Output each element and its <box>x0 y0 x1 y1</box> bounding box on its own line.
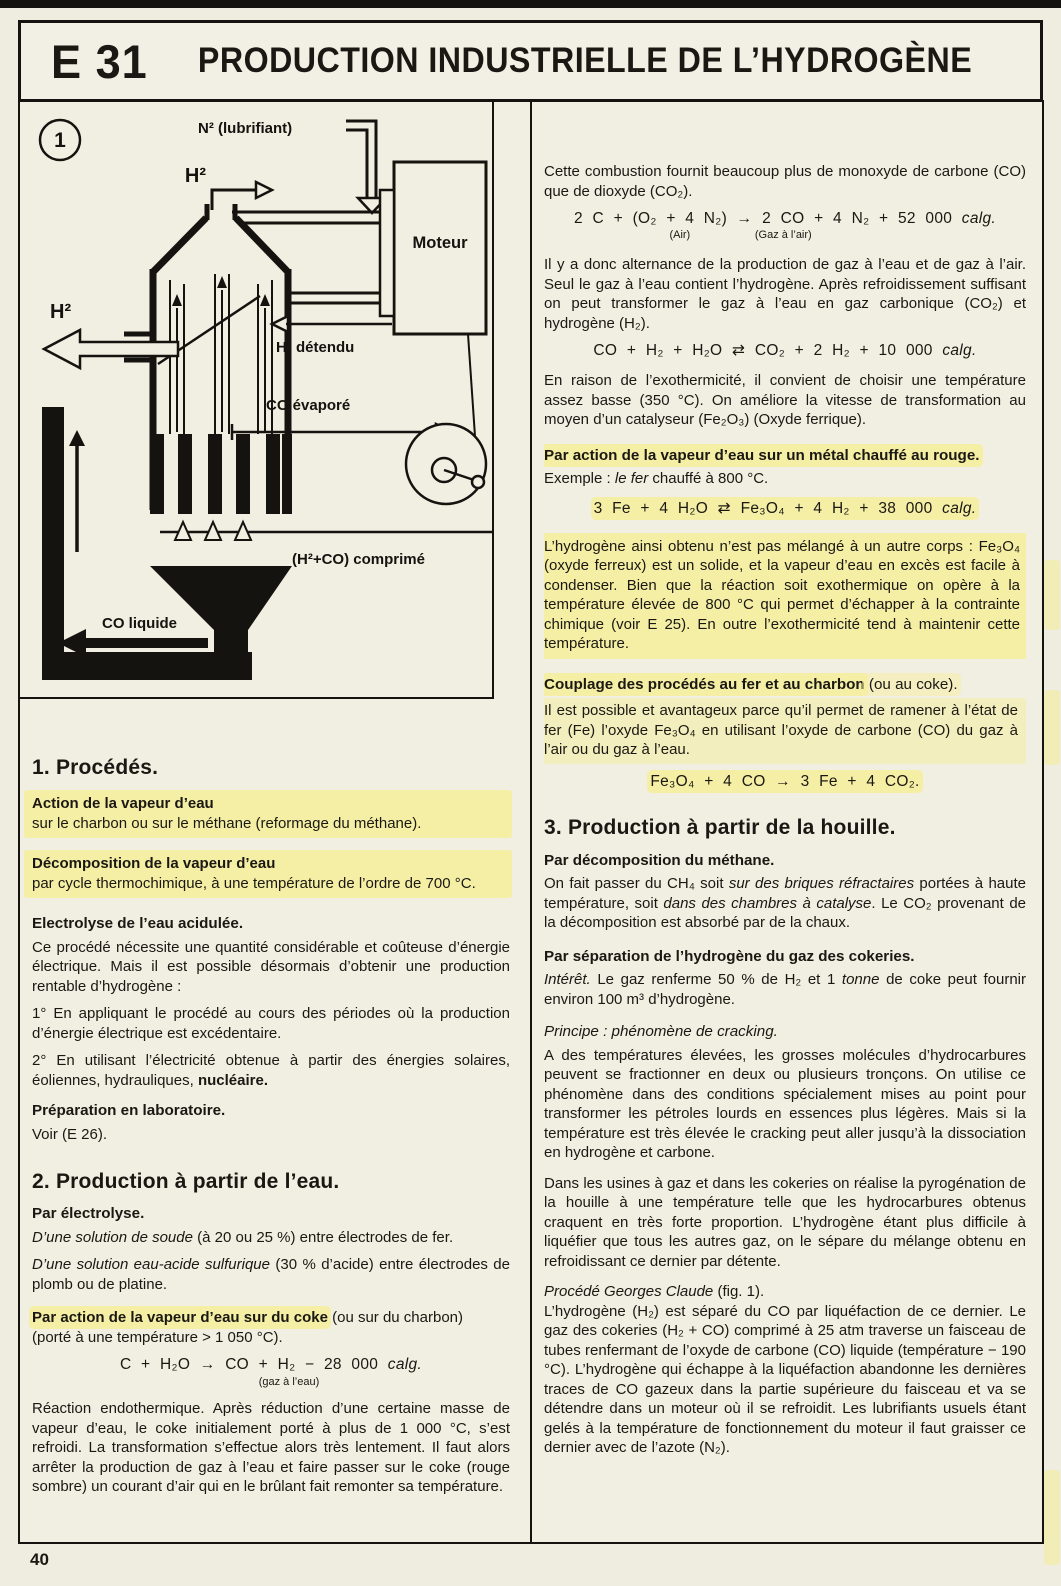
eq-air-arrow: → <box>727 210 763 227</box>
moteur-label: Moteur <box>412 234 468 252</box>
equation-gaz-eau-unit: calg. <box>387 1356 423 1373</box>
electrolyse-p2: 1° En appliquant le procédé au cours des périodes où la production d’énergie électrique est excédentaire. <box>32 1005 510 1042</box>
n2-pipe-outer <box>346 121 376 198</box>
section-2-title: 2. Production à partir de l’eau. <box>32 1170 340 1193</box>
electrolyse-p3 <box>32 1051 510 1090</box>
exemple-fer-rest: chauffé à 800 °C. <box>648 470 769 487</box>
up-arrowheads <box>175 522 251 540</box>
methane-t2: portées à haute température, soit <box>544 875 1026 912</box>
co-liquide-label: CO liquide <box>102 615 177 632</box>
margin-smudge-3 <box>1044 1470 1060 1565</box>
equation-fer-vapeur <box>544 499 1026 519</box>
eq-air-term <box>632 209 728 241</box>
couplage-head-bold: Couplage des procédés au fer et au charbon <box>544 675 865 693</box>
channel-left-wall <box>42 407 64 680</box>
electrolyse-p1: Ce procédé nécessite une quantité considérable et coûteuse d’énergie électrique. Mais il est possible désormais d’obtenir une production rentable d’hydrogène : <box>32 938 510 995</box>
equation-gaz-eau <box>32 1355 510 1389</box>
page-title-box <box>174 20 1043 102</box>
h2-detendu-arrow-icon <box>272 316 288 332</box>
exemple-fer <box>544 469 1026 489</box>
equation-fer-vapeur-body: 3 Fe + 4 H₂O ⇄ Fe₃O₄ + 4 H₂ + 38 000 <box>593 499 943 517</box>
procede-claude-p: L’hydrogène (H₂) est séparé du CO par liquéfaction de ce dernier. Le gaz des cokeries (H₂ + CO) comprimé à 25 atm traverse un faisceau de tubes renfermant de l’oxyde de carbone (CO) liquide (température − 190 °C). L’hydrogène qui échappe à la liquéfaction abandonne les dernières traces de CO gazeux dans la partie supérieure du faisceau et va se détendre dans un moteur où il se refroidit. Les lubrifiants usuels étant gelés à la température de fonctionnement du moteur il faut graisser ce dernier avec de l’azote (N₂). <box>544 1302 1026 1456</box>
methane-it1: sur des briques réfractaires <box>728 875 915 892</box>
h2-top-label: H² <box>184 165 206 187</box>
crank-pin <box>472 476 484 488</box>
h2-left-label: H² <box>50 301 72 323</box>
decomposition-methane-p <box>544 874 1026 933</box>
equation-conversion-body: CO + H₂ + H₂O ⇄ CO₂ + 2 H₂ + 10 000 <box>593 342 943 359</box>
h2-top-arrow-icon <box>256 182 272 198</box>
figure-diagram <box>20 102 492 697</box>
interet-it: Intérêt. <box>544 971 591 988</box>
h2-left-arrow-icon <box>44 330 178 368</box>
n2-lubrifiant-label: N² (lubrifiant) <box>198 120 293 137</box>
procede-vapeur-eau <box>24 790 512 838</box>
procede-decomposition-text: par cycle thermochimique, à une température de l’ordre de 700 °C. <box>32 874 476 892</box>
reaction-endothermique: Réaction endothermique. Après réduction d’une certaine masse de vapeur d’eau, le coke initialement porté à plus de 1 000 °C, s’est refroidi. La transformation s’effectue alors très lentement. Il faut alors arrêter la production de gaz à l’eau et faire passer sur le coke (rouge sombre) un courant d’air qui en le brûlant fait remonter sa température. <box>32 1400 510 1495</box>
electrolyse-acide-it: D’une solution eau-acide sulfurique <box>32 1256 270 1273</box>
lesson-code: E 31 <box>50 34 148 88</box>
electrolyse-p3-bold: nucléaire. <box>197 1071 268 1089</box>
exemple-fer-it: le fer <box>614 470 649 487</box>
cracking-p2: Dans les usines à gaz et dans les cokeries on réalise la pyrogénation de la houille à une température telle que les hydrocarbures obtenus craquent en très forte proportion. L’hydrogène étant plus difficile à liquéfier que tous les autres gaz, on le sépare du mélange obtenu en refroidissant ce dernier par détente. <box>544 1174 1026 1270</box>
methane-t3: . Le CO₂ provenant de la décomposition est absorbé par de la chaux. <box>544 894 1026 931</box>
cracking-p1: A des températures élevées, les grosses molécules d’hydrocarbures peuvent se fractionner en deux ou plusieurs tronçons. On utilise ce phénomène dans des conditions spécialement mises au point pour transformer les pétroles lourds en essences plus légères. Mais si la température est très élevée le cracking peut aller jusqu’à la dissociation en hydrogène et carbone. <box>544 1046 1026 1161</box>
equation-gaz-eau-note: (gaz à l’eau) <box>258 1376 320 1388</box>
equation-fer-vapeur-unit: calg. <box>942 499 977 517</box>
principe-cracking-head: Principe : phénomène de cracking. <box>544 1023 778 1040</box>
electrolyse-soude-it: D’une solution de soude <box>32 1228 193 1246</box>
co-evapore-label: CO évaporé <box>266 397 351 414</box>
equation-reduction <box>544 772 1026 792</box>
equation-conversion-unit: calg. <box>942 342 977 359</box>
electrolyse-p3-text: 2° En utilisant l’électricité obtenue à partir des énergies solaires, éoliennes, hydrauliques, <box>32 1052 510 1089</box>
vessel-shoulder-left <box>153 218 206 272</box>
equation-gaz-air <box>544 209 1026 241</box>
vessel-shoulder-right <box>236 218 288 272</box>
page-number: 40 <box>30 1550 49 1569</box>
procede-claude-rest: (fig. 1). <box>713 1283 765 1300</box>
procede-vapeur-eau-text: sur le charbon ou sur le méthane (reformage du méthane). <box>32 814 422 832</box>
tube-bundle <box>150 434 292 514</box>
moteur-port <box>380 190 394 316</box>
h2co-comprime-label: (H²+CO) comprimé <box>292 551 425 568</box>
channel-up-arrow-icon <box>69 430 85 446</box>
combustion-p: Cette combustion fournit beaucoup plus de monoxyde de carbone (CO) que de dioxyde (CO₂). <box>544 163 1026 200</box>
couplage-head-rest: (ou au coke). <box>864 675 958 693</box>
interet-it2: tonne <box>841 971 880 988</box>
electrolyse-soude-text: (à 20 ou 25 %) entre électrodes de fer. <box>192 1228 454 1246</box>
exemple-fer-lead: Exemple : <box>544 470 615 487</box>
eq-co-term <box>754 209 812 241</box>
figure-number: 1 <box>54 129 66 152</box>
vapeur-coke <box>32 1308 510 1347</box>
n2-pipe-inner <box>346 130 367 198</box>
preparation-labo-head: Préparation en laboratoire. <box>32 1102 226 1119</box>
couplage-head <box>544 675 1026 695</box>
par-electrolyse-head: Par électrolyse. <box>32 1205 145 1222</box>
equation-reduction-body: Fe₃O₄ + 4 CO → 3 Fe + 4 CO₂. <box>650 772 920 790</box>
margin-smudge-1 <box>1044 560 1060 630</box>
equation-gaz-eau-body: C + H₂O → CO + H₂ − 28 000 <box>119 1356 388 1373</box>
page-title: PRODUCTION INDUSTRIELLE DE L’HYDROGÈNE <box>197 41 973 80</box>
interet-p <box>544 970 1026 1009</box>
section-3-title: 3. Production à partir de la houille. <box>544 815 896 839</box>
vapeur-coke-head-rest: (ou sur du charbon) <box>327 1309 464 1326</box>
eq-co-note: (Gaz à l’air) <box>754 229 812 241</box>
electrolyse-acide-text: (30 % d’acide) entre électrodes de plomb ou de platine. <box>32 1256 510 1293</box>
left-column <box>32 756 510 1505</box>
procede-vapeur-eau-head: Action de la vapeur d’eau <box>32 795 214 812</box>
methane-t1: On fait passer du CH₄ soit <box>544 875 729 892</box>
electrolyse-acide <box>32 1255 510 1294</box>
margin-smudge-2 <box>1044 690 1060 765</box>
couplage-p: Il est possible et avantageux parce qu’il permet de ramener à l’état de fer (Fe) l’oxyde Fe₃O₄ en utilisant l’oxyde de carbone (CO) du gaz à l’air ou du gaz à l’eau. <box>544 698 1026 764</box>
equation-conversion <box>544 341 1026 361</box>
eq-air-note: (Air) <box>669 229 691 241</box>
figure-panel <box>20 102 494 699</box>
eq-air-pre: 2 C + <box>573 210 633 227</box>
column-divider <box>530 100 532 1543</box>
decomposition-methane-head: Par décomposition du méthane. <box>544 851 775 869</box>
alternance-p: Il y a donc alternance de la production de gaz à l’eau et de gaz à l’air. Seul le gaz à l’eau contient l’hydrogène. Après refroidissement suffisant on peut transformer le gaz à l’eau en gaz carbonique (CO₂) et hydrogène (H₂). <box>544 256 1026 332</box>
metal-chauffe-head <box>544 446 1026 466</box>
separation-head: Par séparation de l’hydrogène du gaz des cokeries. <box>544 947 915 965</box>
hydrogene-obtenu-p: L’hydrogène ainsi obtenu n’est pas mélangé à un autre corps : Fe₃O₄ (oxyde ferreux) est un solide, et la vapeur d’eau en excès est facile à condenser. Bien que la réaction soit exothermique on opère à la température élevée de 800 °C qui permet d’échapper à la contrainte chimique (voir E 25). En outre l’exothermicité tend à maintenir cette température. <box>544 533 1026 659</box>
procede-decomposition-head: Décomposition de la vapeur d’eau <box>32 855 276 872</box>
electrolyse-head: Electrolyse de l’eau acidulée. <box>32 915 244 932</box>
eq-air-top: (O₂ + 4 N₂) <box>632 210 728 227</box>
exothermicite-p: En raison de l’exothermicité, il convient de choisir une température assez basse (350 °C). On améliore la vitesse de transformation au moyen d’un catalyseur (Fe₂O₃) (Oxyde ferrique). <box>544 372 1026 428</box>
metal-chauffe-head-text: Par action de la vapeur d’eau sur un métal chauffé au rouge. <box>544 446 980 464</box>
page-top-edge <box>0 0 1061 8</box>
eq-co-top: 2 CO <box>762 210 805 227</box>
vapeur-coke-text: (porté à une température > 1 050 °C). <box>32 1328 283 1346</box>
section-1-title: 1. Procédés. <box>32 756 159 779</box>
preparation-labo-text: Voir (E 26). <box>32 1125 108 1143</box>
interet-t2: de coke peut fournir environ 100 m³ d’hydrogène. <box>544 971 1026 1008</box>
eq-air-post: + 4 N₂ + 52 000 <box>804 210 962 227</box>
channel-bottom <box>42 652 252 680</box>
procede-claude-head <box>544 1282 1026 1302</box>
lesson-code-box <box>18 20 180 102</box>
vapeur-coke-head: Par action de la vapeur d’eau sur du coke <box>32 1309 328 1326</box>
right-column <box>544 162 1026 1536</box>
procede-decomposition <box>24 850 512 898</box>
eq-air-unit: calg. <box>961 210 997 227</box>
methane-it2: dans des chambres à catalyse <box>663 894 872 912</box>
procede-claude-it: Procédé Georges Claude <box>544 1283 714 1300</box>
h2-detendu-label: H² détendu <box>276 339 355 356</box>
interet-t1: Le gaz renferme 50 % de H₂ et 1 <box>590 971 842 988</box>
electrolyse-soude <box>32 1228 510 1248</box>
